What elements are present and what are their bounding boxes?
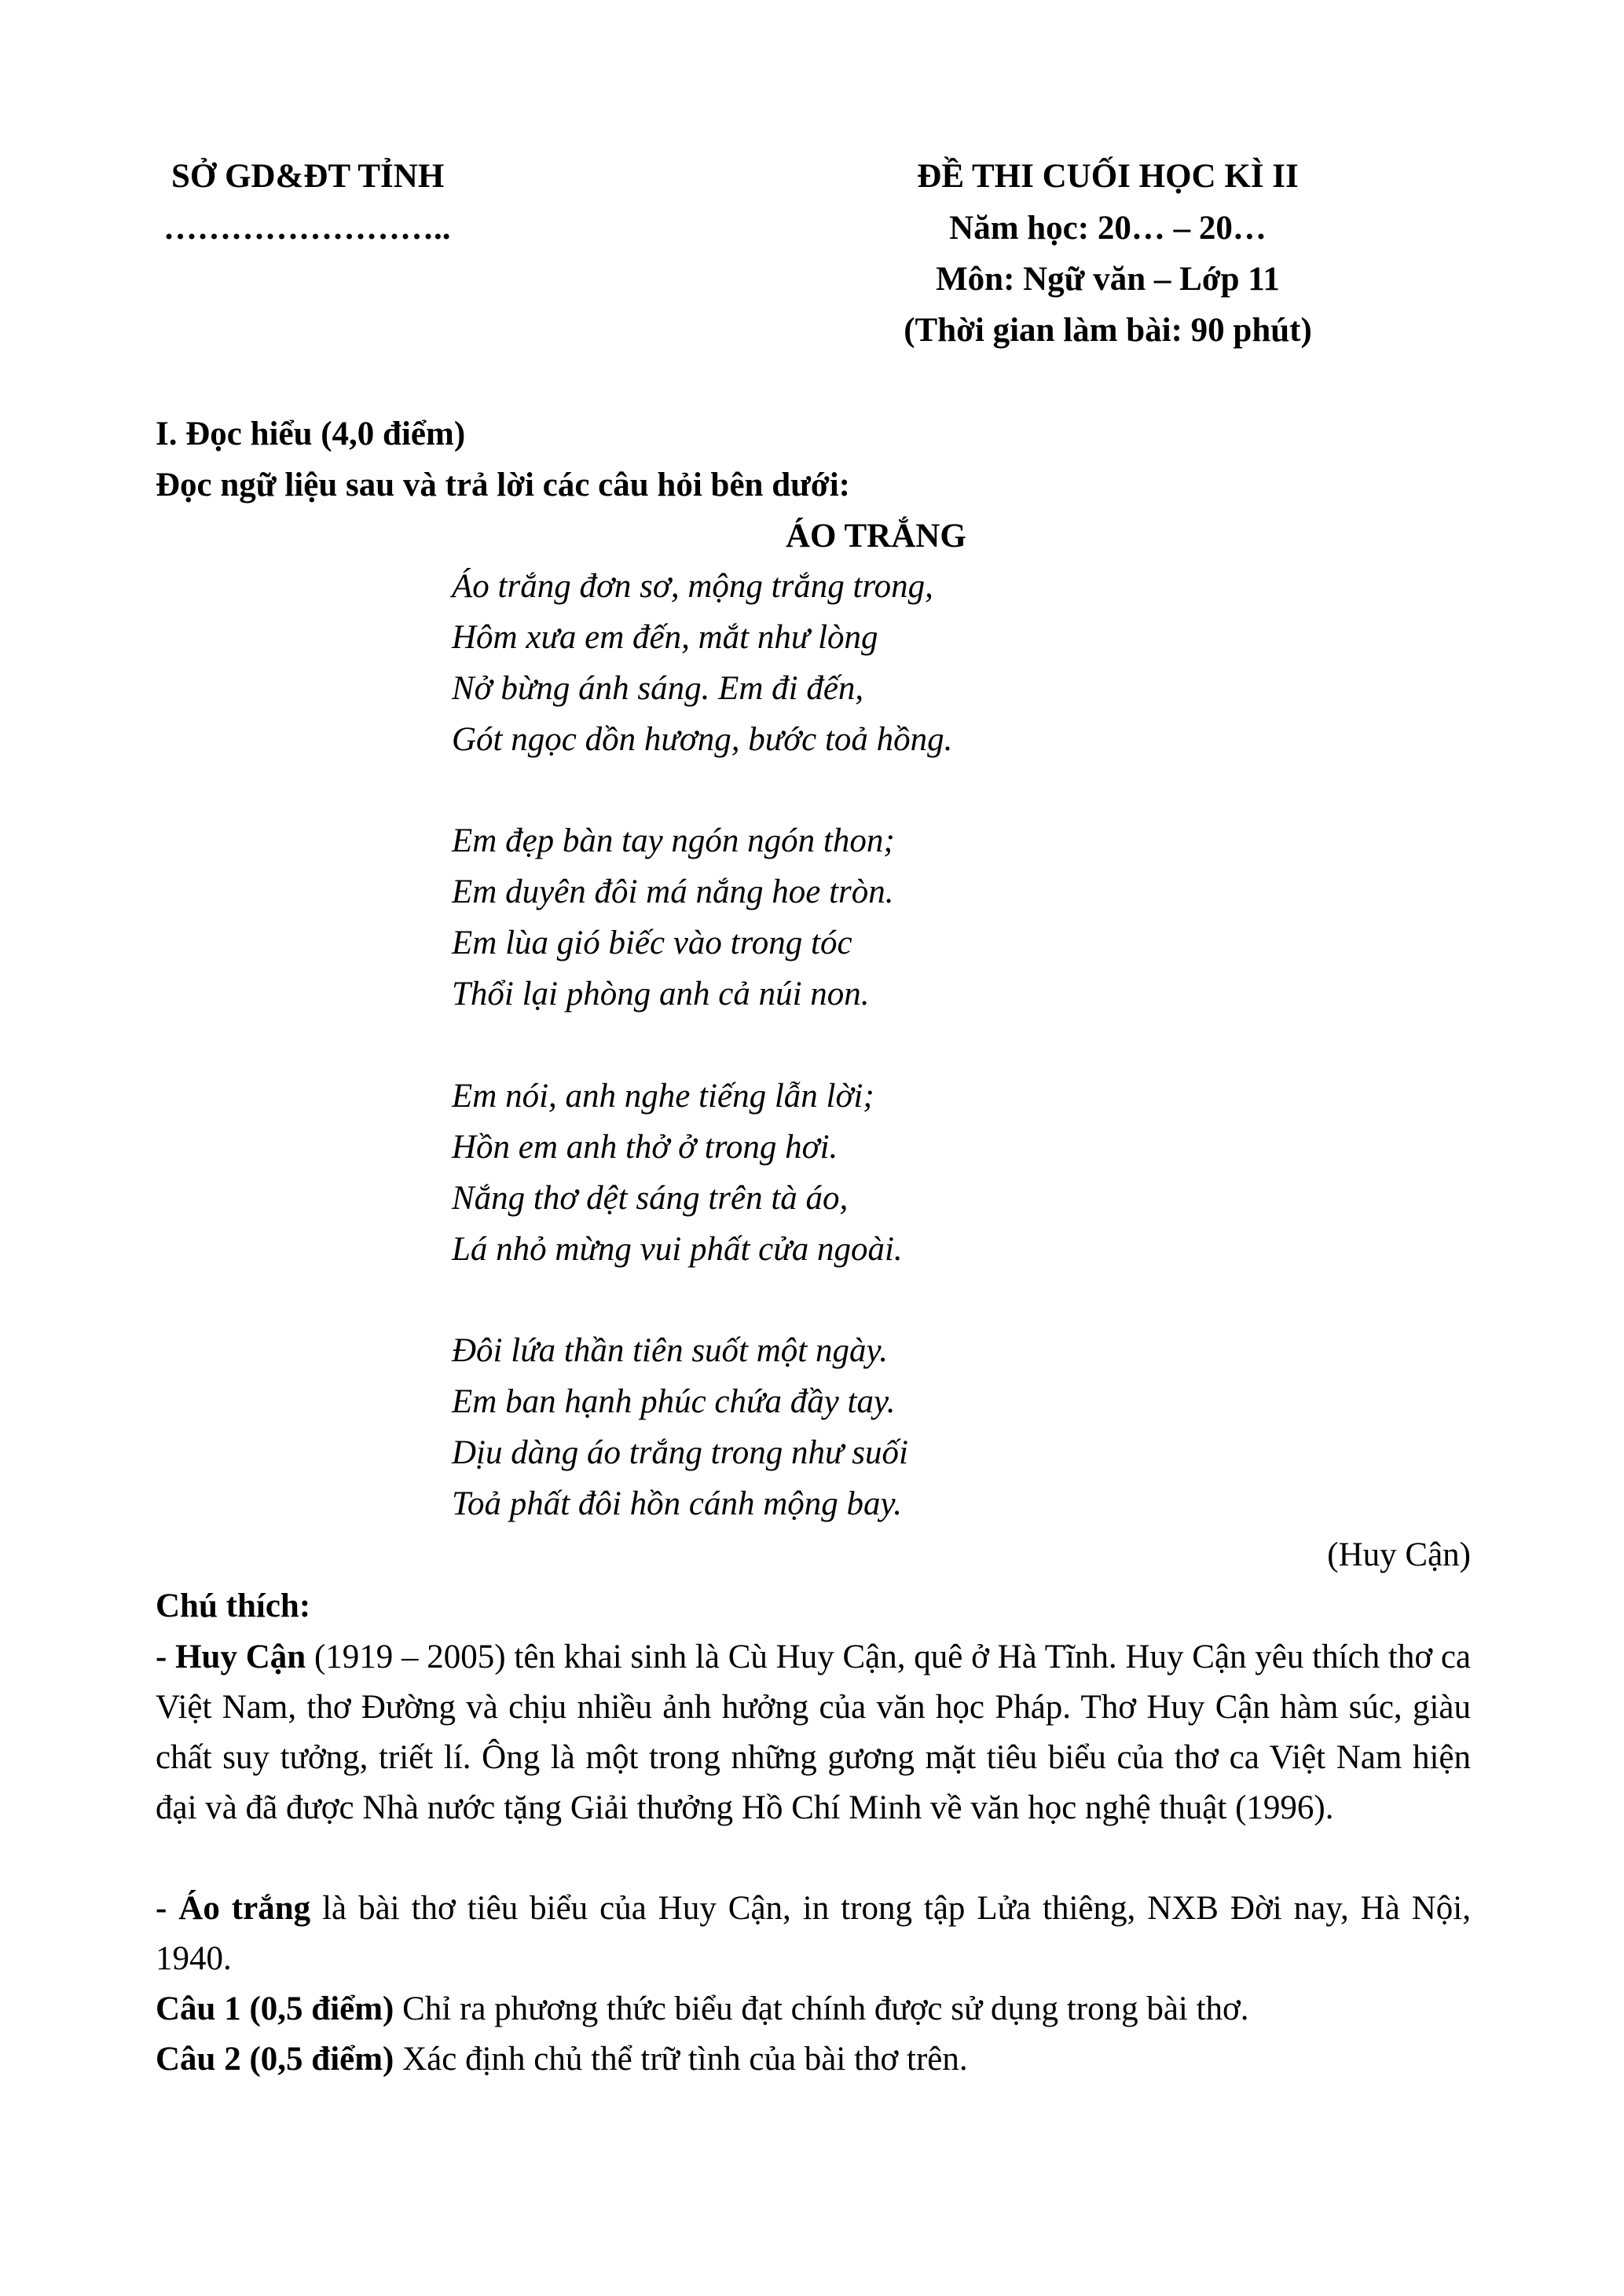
exam-title: ĐỀ THI CUỐI HỌC KÌ II xyxy=(917,158,1299,195)
poem-title: ÁO TRẮNG xyxy=(786,518,966,555)
poem-line: Áo trắng đơn sơ, mộng trắng trong, xyxy=(452,568,933,605)
poem-line: Hôm xưa em đến, mắt như lòng xyxy=(452,619,878,656)
poem-line: Dịu dàng áo trắng trong như suối xyxy=(452,1434,908,1471)
note-poem xyxy=(156,1884,1471,1984)
question-1 xyxy=(156,1984,1471,2034)
poem-line: Em nói, anh nghe tiếng lẫn lời; xyxy=(452,1078,874,1115)
note-author-text: (1919 – 2005) tên khai sinh là Cù Huy Cận, quê ở Hà Tĩnh. Huy Cận yêu thích thơ ca Việt Nam, thơ Đường và chịu nhiều ảnh hưởng của văn học Pháp. Thơ Huy Cận hàm súc, giàu chất suy tưởng, triết lí. Ông là một trong những gương mặt tiêu biểu của thơ ca Việt Nam hiện đại và đã được Nhà nước tặng Giải thưởng Hồ Chí Minh về văn học nghệ thuật (1996). xyxy=(156,1639,1471,1826)
poem-line: Nắng thơ dệt sáng trên tà áo, xyxy=(452,1180,849,1217)
poem-line: Đôi lứa thần tiên suốt một ngày. xyxy=(452,1332,888,1369)
question-text: Chỉ ra phương thức biểu đạt chính được sử dụng trong bài thơ. xyxy=(394,1990,1249,2027)
poem-line: Thổi lại phòng anh cả núi non. xyxy=(452,976,870,1013)
school-department: SỞ GD&ĐT TỈNH xyxy=(171,158,445,195)
exam-duration: (Thời gian làm bài: 90 phút) xyxy=(904,312,1312,349)
school-dots: …………………….. xyxy=(163,210,451,247)
poem-line: Gót ngọc dồn hương, bước toả hồng. xyxy=(452,721,953,758)
question-text: Xác định chủ thể trữ tình của bài thơ trên. xyxy=(394,2041,968,2078)
question-2 xyxy=(156,2034,1471,2085)
poem-line: Em lùa gió biếc vào trong tóc xyxy=(452,925,852,961)
section-instruction: Đọc ngữ liệu sau và trả lời các câu hỏi bên dưới: xyxy=(156,467,850,504)
poem-line: Toả phất đôi hồn cánh mộng bay. xyxy=(452,1485,902,1522)
poem-line: Em duyên đôi má nắng hoe tròn. xyxy=(452,873,894,910)
poem-line: Hồn em anh thở ở trong hơi. xyxy=(452,1129,838,1166)
poem-author: (Huy Cận) xyxy=(1327,1536,1471,1573)
note-author xyxy=(156,1632,1471,1833)
poem-line: Nở bừng ánh sáng. Em đi đến, xyxy=(452,670,864,707)
poem-line: Em ban hạnh phúc chứa đầy tay. xyxy=(452,1383,896,1420)
question-label: Câu 1 (0,5 điểm) xyxy=(156,1990,394,2027)
poem-line: Em đẹp bàn tay ngón ngón thon; xyxy=(452,822,895,859)
notes-title: Chú thích: xyxy=(156,1587,311,1624)
section-title: I. Đọc hiểu (4,0 điểm) xyxy=(156,416,466,452)
note-poem-text: là bài thơ tiêu biểu của Huy Cận, in trong tập Lửa thiêng, NXB Đời nay, Hà Nội, 1940. xyxy=(156,1890,1471,1977)
subject: Môn: Ngữ văn – Lớp 11 xyxy=(936,261,1280,298)
question-label: Câu 2 (0,5 điểm) xyxy=(156,2041,394,2078)
note-poem-name: - Áo trắng xyxy=(156,1890,311,1927)
note-author-name: - Huy Cận xyxy=(156,1639,306,1675)
school-year: Năm học: 20… – 20… xyxy=(949,210,1267,247)
poem-line: Lá nhỏ mừng vui phất cửa ngoài. xyxy=(452,1231,903,1268)
